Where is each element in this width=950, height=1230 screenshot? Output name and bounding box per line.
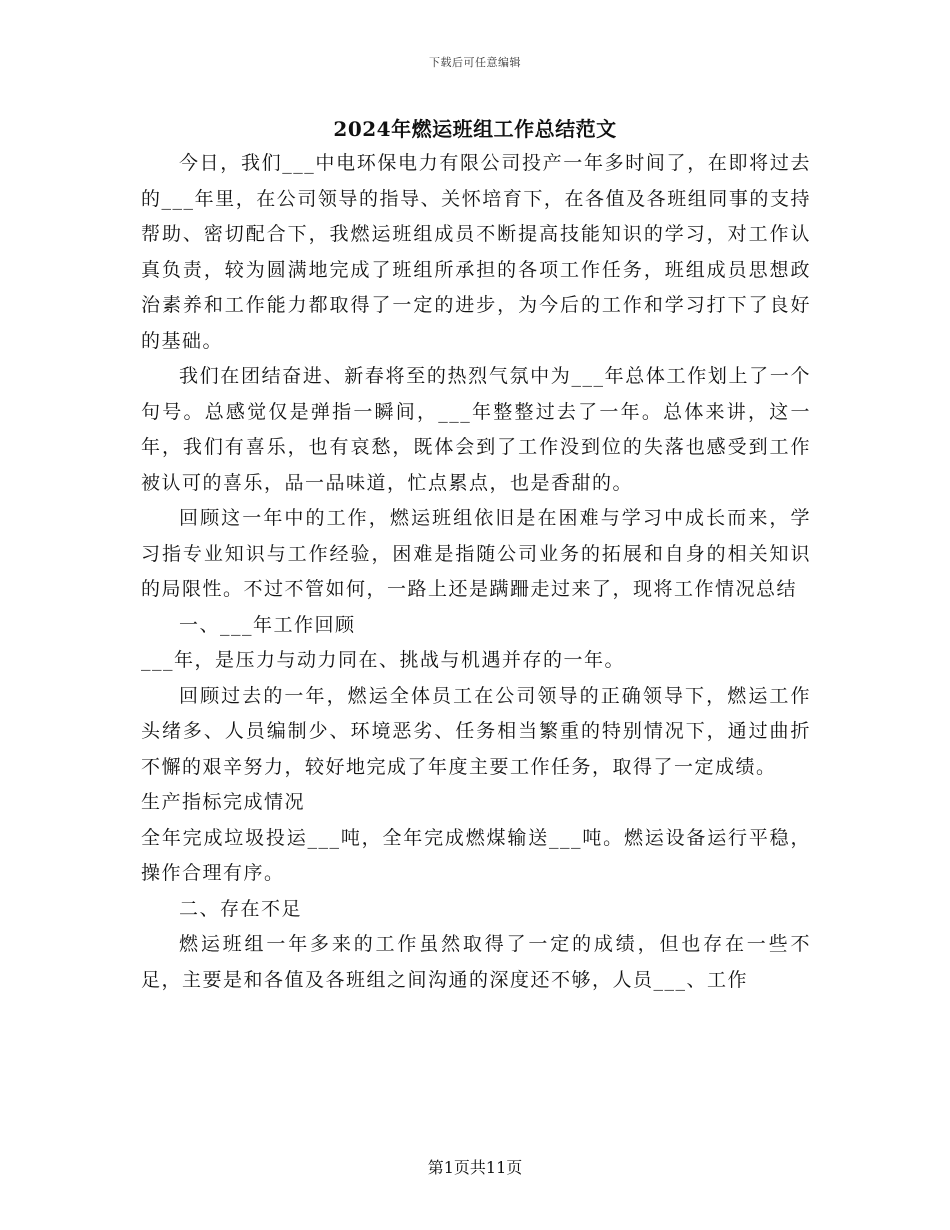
paragraph: 燃运班组一年多来的工作虽然取得了一定的成绩，但也存在一些不足，主要是和各值及各班组之间沟通的深度还不够，人员___、工作	[141, 933, 811, 991]
paragraph: 回顾这一年中的工作，燃运班组依旧是在困难与学习中成长而来，学习指专业知识与工作经验，困难是指随公司业务的拓展和自身的相关知识的局限性。不过不管如何，一路上还是蹒跚走过来了，现将工作情况总结	[141, 507, 811, 600]
header-note: 下载后可任意编辑	[429, 56, 521, 69]
paragraph: 我们在团结奋进、新春将至的热烈气氛中为___年总体工作划上了一个句号。总感觉仅是弹指一瞬间，___年整整过去了一年。总体来讲，这一年，我们有喜乐，也有哀愁，既体会到了工作没到位的失落也感受到工作被认可的喜乐，品一品味道，忙点累点，也是香甜的。	[141, 365, 811, 494]
document-title: 2024年燃运班组工作总结范文	[333, 117, 617, 141]
document-body	[141, 146, 811, 998]
paragraph: 回顾过去的一年，燃运全体员工在公司领导的正确领导下，燃运工作头绪多、人员编制少、环境恶劣、任务相当繁重的特别情况下，通过曲折不懈的艰辛努力，较好地完成了年度主要工作任务，取得了一定成绩。	[141, 684, 811, 778]
paragraph: 全年完成垃圾投运___吨，全年完成燃煤输送___吨。燃运设备运行平稳，操作合理有序。	[141, 826, 811, 884]
section-heading: 一、___年工作回顾	[179, 613, 356, 636]
paragraph: 今日，我们___中电环保电力有限公司投产一年多时间了，在即将过去的___年里，在公司领导的指导、关怀培育下，在各值及各班组同事的支持帮助、密切配合下，我燃运班组成员不断提高技能知识的学习，对工作认真负责，较为圆满地完成了班组所承担的各项工作任务，班组成员思想政治素养和工作能力都取得了一定的进步，为今后的工作和学习打下了良好的基础。	[141, 152, 811, 352]
paragraph: ___年，是压力与动力同在、挑战与机遇并存的一年。	[141, 649, 626, 671]
page-footer: 第1页共11页	[427, 1158, 523, 1177]
subsection-heading: 生产指标完成情况	[141, 791, 306, 813]
section-heading: 二、存在不足	[179, 897, 303, 920]
